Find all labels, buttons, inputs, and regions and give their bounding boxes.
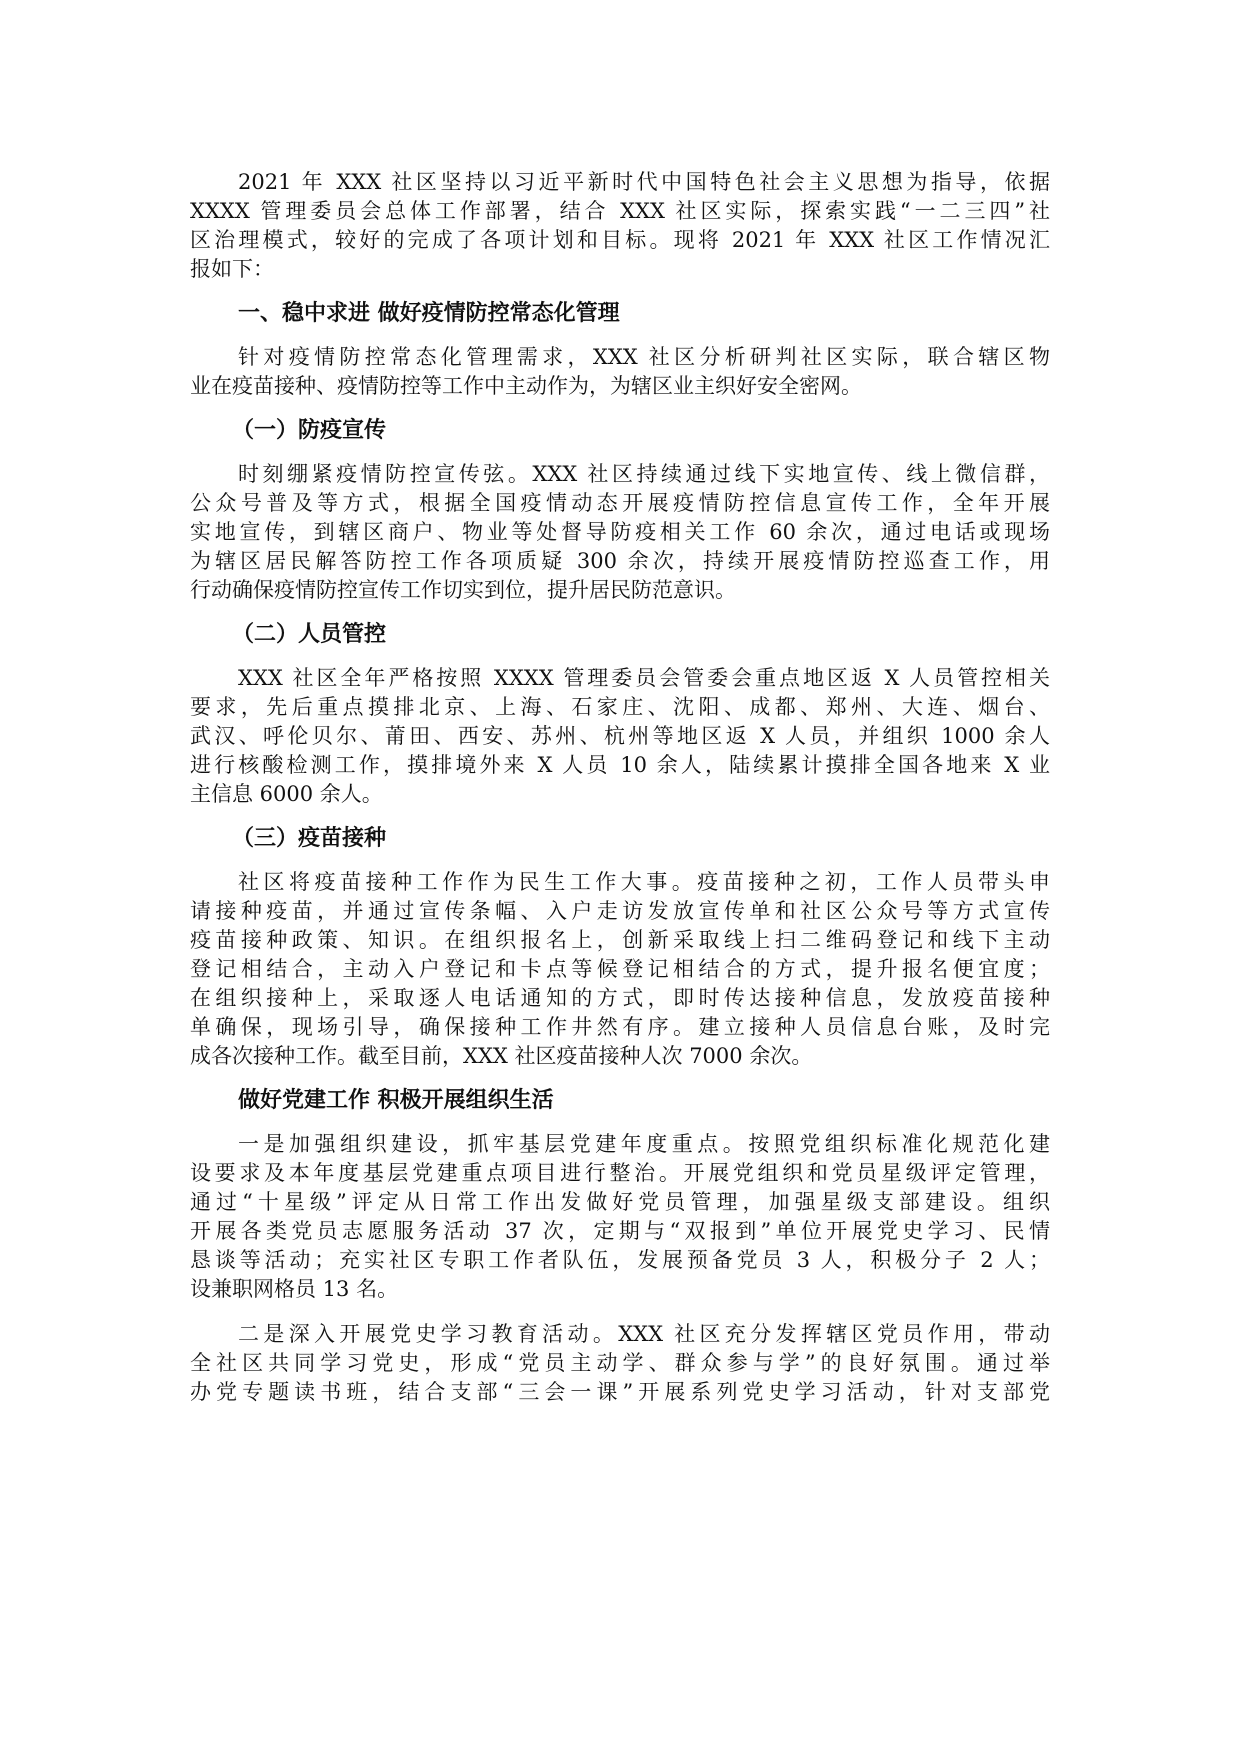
subsection-heading-publicity: （一）防疫宣传: [232, 418, 387, 443]
paragraph-line: 行动确保疫情防控宣传工作切实到位，提升居民防范意识。: [190, 578, 736, 602]
paragraph-line: 请接种疫苗，并通过宣传条幅、入户走访发放宣传单和社区公众号等方式宣传: [190, 899, 1050, 923]
paragraph-line: 业在疫苗接种、疫情防控等工作中主动作为，为辖区业主织好安全密网。: [190, 374, 862, 398]
paragraph-line: 社区将疫苗接种工作作为民生工作大事。疫苗接种之初，工作人员带头申: [238, 870, 1050, 894]
paragraph-line: 主信息 6000 余人。: [190, 782, 383, 806]
paragraph-line: 二是深入开展党史学习教育活动。XXX 社区充分发挥辖区党员作用，带动: [238, 1322, 1050, 1346]
paragraph-line: 恳谈等活动；充实社区专职工作者队伍，发展预备党员 3 人，积极分子 2 人；: [190, 1248, 1050, 1272]
paragraph-line: 开展各类党员志愿服务活动 37 次，定期与“双报到”单位开展党史学习、民情: [190, 1219, 1050, 1243]
paragraph-line: 一是加强组织建设，抓牢基层党建年度重点。按照党组织标准化规范化建: [238, 1132, 1050, 1156]
intro-line: 2021 年 XXX 社区坚持以习近平新时代中国特色社会主义思想为指导，依据: [238, 170, 1050, 194]
section-heading-epidemic: 一、稳中求进 做好疫情防控常态化管理: [238, 301, 620, 326]
paragraph-line: 针对疫情防控常态化管理需求，XXX 社区分析研判社区实际，联合辖区物: [238, 345, 1050, 369]
intro-line: 报如下：: [190, 257, 274, 281]
paragraph-line: 成各次接种工作。截至目前，XXX 社区疫苗接种人次 7000 余次。: [190, 1044, 813, 1068]
paragraph-line: 要求，先后重点摸排北京、上海、石家庄、沈阳、成都、郑州、大连、烟台、: [190, 695, 1050, 719]
subsection-heading-vaccination: （三）疫苗接种: [232, 826, 387, 851]
subsection-heading-personnel: （二）人员管控: [232, 622, 387, 647]
paragraph-line: 设兼职网格员 13 名。: [190, 1277, 399, 1301]
intro-line: XXXX 管理委员会总体工作部署，结合 XXX 社区实际，探索实践“一二三四”社: [190, 199, 1050, 223]
paragraph-line: 武汉、呼伦贝尔、莆田、西安、苏州、杭州等地区返 X 人员，并组织 1000 余人: [190, 724, 1050, 748]
paragraph-line: 全社区共同学习党史，形成“党员主动学、群众参与学”的良好氛围。通过举: [190, 1351, 1050, 1375]
paragraph-line: 在组织接种上，采取逐人电话通知的方式，即时传达接种信息，发放疫苗接种: [190, 986, 1050, 1010]
paragraph-line: 设要求及本年度基层党建重点项目进行整治。开展党组织和党员星级评定管理，: [190, 1161, 1050, 1185]
paragraph-line: 公众号普及等方式，根据全国疫情动态开展疫情防控信息宣传工作，全年开展: [190, 491, 1050, 515]
paragraph-line: XXX 社区全年严格按照 XXXX 管理委员会管委会重点地区返 X 人员管控相关: [238, 666, 1050, 690]
section-heading-party-building: 做好党建工作 积极开展组织生活: [238, 1088, 554, 1113]
intro-line: 区治理模式，较好的完成了各项计划和目标。现将 2021 年 XXX 社区工作情况汇: [190, 228, 1050, 252]
paragraph-line: 办党专题读书班，结合支部“三会一课”开展系列党史学习活动，针对支部党: [190, 1380, 1050, 1404]
paragraph-line: 单确保，现场引导，确保接种工作井然有序。建立接种人员信息台账，及时完: [190, 1015, 1050, 1039]
paragraph-line: 时刻绷紧疫情防控宣传弦。XXX 社区持续通过线下实地宣传、线上微信群，: [238, 462, 1050, 486]
paragraph-line: 为辖区居民解答防控工作各项质疑 300 余次，持续开展疫情防控巡查工作，用: [190, 549, 1050, 573]
paragraph-line: 通过“十星级”评定从日常工作出发做好党员管理，加强星级支部建设。组织: [190, 1190, 1050, 1214]
paragraph-line: 疫苗接种政策、知识。在组织报名上，创新采取线上扫二维码登记和线下主动: [190, 928, 1050, 952]
paragraph-line: 实地宣传，到辖区商户、物业等处督导防疫相关工作 60 余次，通过电话或现场: [190, 520, 1050, 544]
paragraph-line: 进行核酸检测工作，摸排境外来 X 人员 10 余人，陆续累计摸排全国各地来 X 业: [190, 753, 1050, 777]
paragraph-line: 登记相结合，主动入户登记和卡点等候登记相结合的方式，提升报名便宜度；: [190, 957, 1050, 981]
